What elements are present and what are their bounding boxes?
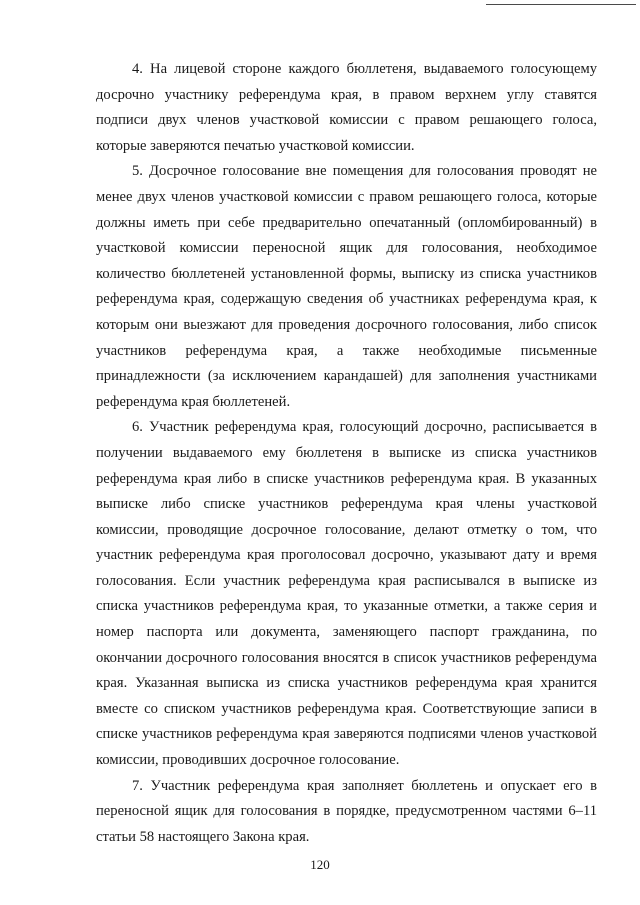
paragraph-item-4: 4. На лицевой стороне каждого бюллетеня, выдаваемого голосующему досрочно участнику референдума края, в правом верхнем углу ставятся подписи двух членов участковой комиссии с правом решающего голоса, которые заверяются печатью участковой комиссии. — [96, 61, 597, 154]
page-number: 120 — [310, 857, 330, 872]
paragraph-item-6: 6. Участник референдума края, голосующий досрочно, расписывается в получении выдаваемого ему бюллетеня в выписке из списка участников референдума края либо в списке участников референдума края. В указанных выписке либо списке участников референдума края члены участковой комиссии, проводящие досрочное голосование, делают отметку о том, что участник референдума края проголосовал досрочно, указывают дату и время голосования. Если участник референдума края расписывался в выписке из списка участников референдума края, то указанные отметки, а также серия и номер паспорта или документа, заменяющего паспорт гражданина, по окончании досрочного голосования вносятся в список участников референдума края. Указанная выписка из списка участников референдума края хранится вместе со списком участников референдума края. Соответствующие записи в списке участников референдума края заверяются подписями членов участковой комиссии, проводивших досрочное голосование. — [96, 419, 597, 769]
document-body — [96, 57, 597, 850]
paragraph-item-7: 7. Участник референдума края заполняет бюллетень и опускает его в переносной ящик для голосования в порядке, предусмотренном частями 6–11 статьи 58 настоящего Закона края. — [96, 777, 597, 845]
paragraph-item-5: 5. Досрочное голосование вне помещения для голосования проводят не менее двух членов участковой комиссии с правом решающего голоса, которые должны иметь при себе предварительно опечатанный (опломбированный) в участковой комиссии переносной ящик для голосования, необходимое количество бюллетеней установленной формы, выписку из списка участников референдума края, содержащую сведения об участниках референдума края, к которым они выезжают для проведения досрочного голосования, либо список участников референдума края, а также необходимые письменные принадлежности (за исключением карандашей) для заполнения участниками референдума края бюллетеней. — [96, 163, 597, 410]
scan-edge-line — [486, 4, 636, 5]
